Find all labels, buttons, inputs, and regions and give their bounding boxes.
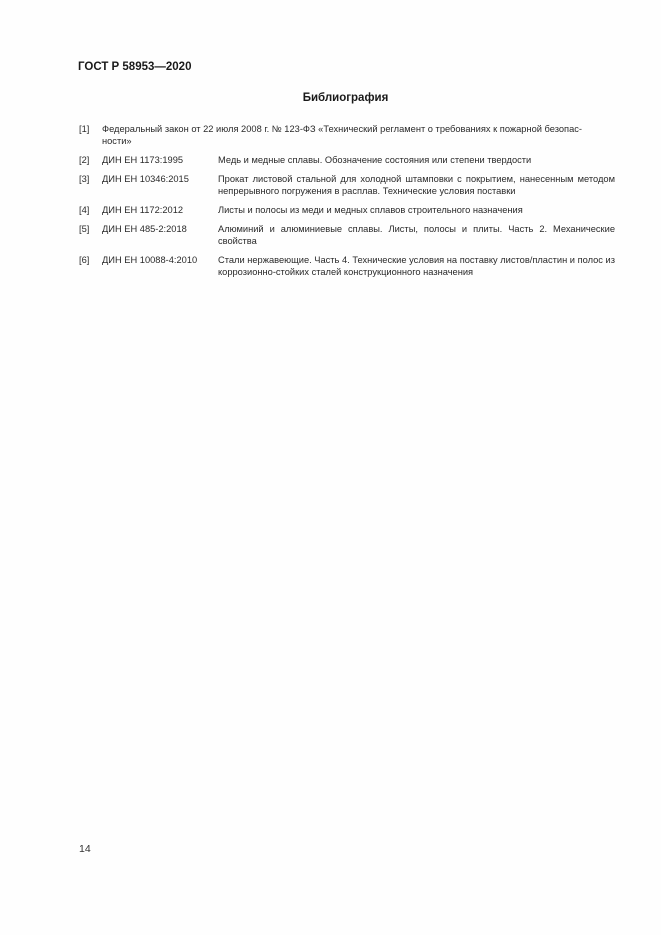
reference-number: [1] [79, 124, 90, 134]
reference-text: Стали нержавеющие. Часть 4. Технические условия на поставку листов/пластин и полос из коррозионно-стойких сталей конструкционного назначения [218, 255, 615, 277]
page-number: 14 [79, 843, 91, 855]
reference-number: [2] [79, 155, 90, 165]
reference-text: Алюминий и алюминиевые сплавы. Листы, полосы и плиты. Часть 2. Механические свойства [218, 224, 615, 246]
reference-standard-code: ДИН ЕН 10088-4:2010 [102, 255, 198, 265]
reference-item-5 [79, 223, 615, 247]
reference-standard-code: ДИН ЕН 10346:2015 [102, 174, 189, 184]
reference-item-1 [79, 123, 615, 147]
bibliography-title: Библиография [302, 92, 389, 104]
reference-standard-code: ДИН ЕН 1173:1995 [102, 155, 184, 165]
reference-number: [3] [79, 174, 90, 184]
reference-number: [6] [79, 255, 90, 265]
document-code-header: ГОСТ Р 58953—2020 [78, 61, 192, 73]
reference-text: Прокат листовой стальной для холодной штамповки с покрытием, нанесенным методом непрерывного погружения в расплав. Технические условия поставки [218, 174, 615, 196]
reference-text: Медь и медные сплавы. Обозначение состояния или степени твердости [218, 155, 532, 165]
reference-item-3 [79, 173, 615, 197]
reference-item-4 [79, 204, 615, 216]
reference-standard-code: ДИН ЕН 485-2:2018 [102, 224, 187, 234]
reference-number: [5] [79, 224, 90, 234]
bibliography-list [79, 123, 615, 285]
reference-text: Федеральный закон от 22 июля 2008 г. № 123-ФЗ «Технический регламент о требованиях к пожарной безопас- ности» [102, 124, 583, 146]
reference-text: Листы и полосы из меди и медных сплавов строительного назначения [218, 205, 523, 215]
reference-item-6 [79, 254, 615, 278]
section-title [0, 92, 661, 104]
reference-number: [4] [79, 205, 90, 215]
reference-standard-code: ДИН ЕН 1172:2012 [102, 205, 184, 215]
reference-item-2 [79, 154, 615, 166]
